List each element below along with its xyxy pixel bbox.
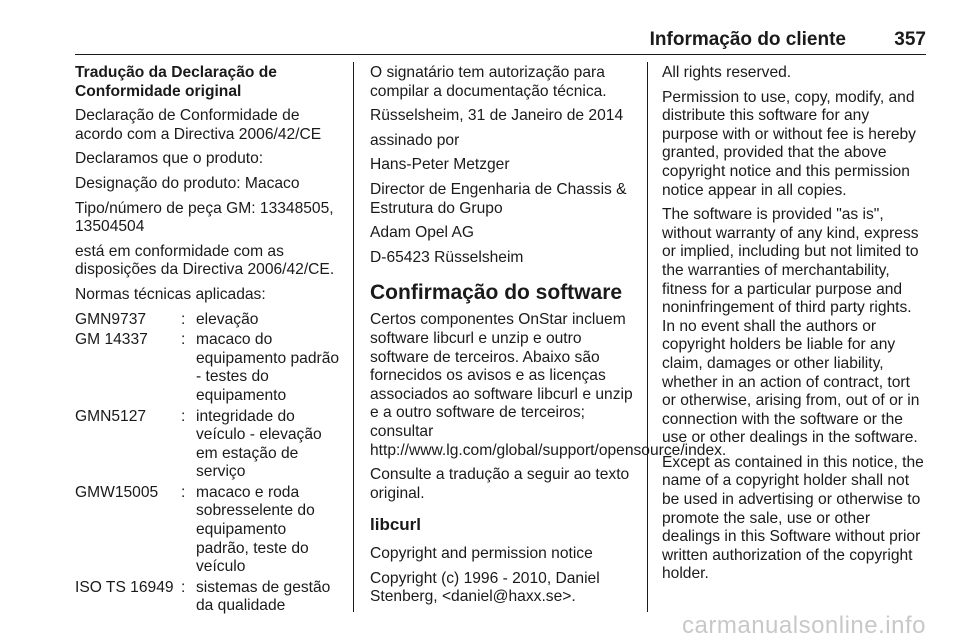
page-title: Informação do cliente — [649, 29, 846, 50]
norms-table — [75, 311, 343, 617]
column-divider-1 — [353, 62, 354, 612]
paragraph: Copyright (c) 1996 - 2010, Daniel Stenberg, <daniel@haxx.se>. — [370, 569, 600, 606]
paragraph: Normas técnicas aplicadas: — [75, 285, 266, 303]
paragraph: Consulte a tradução a seguir ao texto original. — [370, 466, 630, 502]
paragraph: está em conformidade com as disposições da Directiva 2006/42/CE. — [75, 242, 335, 279]
table-row — [75, 408, 343, 484]
page-number: 357 — [894, 29, 926, 50]
norm-code: GMW15005 — [75, 483, 159, 501]
paragraph: D-65423 Rüsselsheim — [370, 248, 524, 266]
paragraph: Declaração de Conformidade de acordo com a Directiva 2006/42/CE — [75, 107, 322, 143]
paragraph: O signatário tem autorização para compilar a documentação técnica. — [370, 64, 607, 100]
paragraph: Tipo/número de peça GM: 13348505, 13504504 — [75, 199, 334, 236]
paragraph: Hans-Peter Metzger — [370, 156, 510, 174]
norm-code: GMN9737 — [75, 310, 147, 328]
paragraph: Adam Opel AG — [370, 224, 475, 242]
section-heading: Confirmação do software — [370, 281, 623, 305]
table-row — [75, 331, 343, 407]
paragraph: Except as contained in this notice, the name of a copyright holder shall not be used in advertising or otherwise to promote the sale, use or other dealings in this Software without prior written authorization of the copyright holder. — [662, 453, 924, 583]
header-divider — [75, 54, 926, 55]
paragraph: All rights reserved. — [662, 64, 792, 81]
subsection-heading: libcurl — [370, 515, 422, 535]
norm-description: macaco e roda sobresselente do equipamento padrão, teste do veículo — [196, 483, 315, 576]
norm-code: GMN5127 — [75, 407, 147, 425]
paragraph: Rüsselsheim, 31 de Janeiro de 2014 — [370, 107, 624, 125]
norm-separator: : — [181, 331, 186, 349]
paragraph: Director de Engenharia de Chassis & Estrutura do Grupo — [370, 180, 627, 217]
column-3 — [662, 64, 928, 590]
norm-separator: : — [181, 310, 186, 328]
column-1 — [75, 64, 343, 616]
norm-code: GM 14337 — [75, 331, 148, 349]
norm-separator: : — [181, 578, 186, 596]
paragraph: Certos componentes OnStar incluem software libcurl e unzip e outro software de terceiros. Abaixo são fornecidos os avisos e as licenças associados ao software libcurl e unzip e a outro software de terceiros; consultar http://www.lg.com/global/support/opensource/index. — [370, 311, 727, 459]
watermark: carmanualsonline.info — [682, 612, 926, 639]
norm-description: macaco do equipamento padrão - testes do equipamento — [196, 331, 340, 404]
paragraph: Permission to use, copy, modify, and distribute this software for any purpose with or without fee is hereby granted, provided that the above copyright notice and this permission notice appear in all copies. — [662, 88, 916, 199]
paragraph: assinado por — [370, 131, 460, 149]
norm-description: sistemas de gestão da qualidade — [196, 578, 331, 615]
norm-separator: : — [181, 407, 186, 425]
paragraph: Copyright and permission notice — [370, 545, 593, 563]
table-row — [75, 311, 343, 332]
norm-code: ISO TS 16949 — [75, 578, 174, 596]
paragraph: Designação do produto: Macaco — [75, 174, 300, 192]
paragraph: The software is provided "as is", without warranty of any kind, express or implied, including but not limited to the warranties of merchantability, fitness for a particular purpose and noninfringement of third party rights. In no event shall the authors or copyright holders be liable for any claim, damages or other liability, whether in an action of contract, tort or otherwise, arising from, out of or in connection with the software or the use or other dealings in the software. — [662, 206, 920, 447]
norm-description: integridade do veículo - elevação em estação de serviço — [196, 407, 322, 481]
norm-description: elevação — [196, 310, 259, 328]
section-title: Tradução da Declaração de Conformidade original — [75, 64, 277, 100]
table-row — [75, 579, 343, 616]
table-row — [75, 484, 343, 579]
paragraph: Declaramos que o produto: — [75, 150, 264, 168]
column-divider-2 — [647, 62, 648, 612]
page-header — [75, 28, 926, 54]
norm-separator: : — [181, 483, 186, 501]
